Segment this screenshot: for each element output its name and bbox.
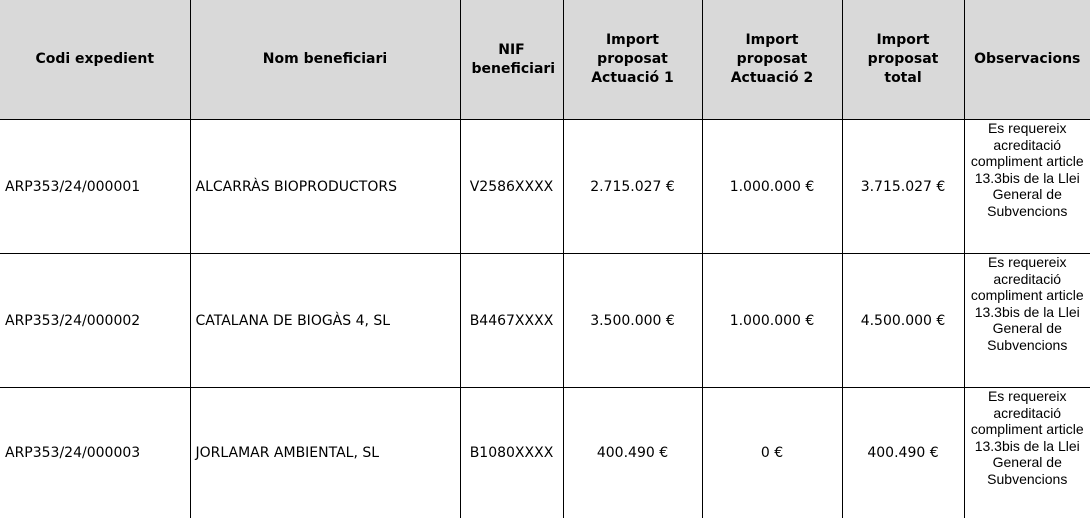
cell-nom-beneficiari: ALCARRÀS BIOPRODUCTORS xyxy=(190,120,460,254)
cell-observacions: Es requereix acreditació compliment article 13.3bis de la Llei General de Subvencions xyxy=(964,254,1090,388)
header-import-actuacio-2: Import proposat Actuació 2 xyxy=(702,0,842,120)
cell-codi-expedient: ARP353/24/000002 xyxy=(0,254,190,388)
cell-nom-beneficiari: JORLAMAR AMBIENTAL, SL xyxy=(190,388,460,519)
header-row xyxy=(0,0,1090,120)
cell-import-actuacio-1: 3.500.000 € xyxy=(563,254,702,388)
table-row xyxy=(0,388,1090,519)
header-observacions: Observacions xyxy=(964,0,1090,120)
cell-import-actuacio-2: 1.000.000 € xyxy=(702,120,842,254)
cell-observacions: Es requereix acreditació compliment article 13.3bis de la Llei General de Subvencions xyxy=(964,120,1090,254)
header-import-actuacio-1: Import proposat Actuació 1 xyxy=(563,0,702,120)
cell-import-total: 3.715.027 € xyxy=(842,120,964,254)
cell-nom-beneficiari: CATALANA DE BIOGÀS 4, SL xyxy=(190,254,460,388)
header-import-total: Import proposat total xyxy=(842,0,964,120)
cell-observacions: Es requereix acreditació compliment article 13.3bis de la Llei General de Subvencions xyxy=(964,388,1090,519)
header-nom-beneficiari: Nom beneficiari xyxy=(190,0,460,120)
header-nif-beneficiari: NIF beneficiari xyxy=(460,0,563,120)
cell-import-actuacio-1: 2.715.027 € xyxy=(563,120,702,254)
cell-nif-beneficiari: V2586XXXX xyxy=(460,120,563,254)
cell-nif-beneficiari: B1080XXXX xyxy=(460,388,563,519)
cell-codi-expedient: ARP353/24/000003 xyxy=(0,388,190,519)
cell-import-total: 4.500.000 € xyxy=(842,254,964,388)
cell-codi-expedient: ARP353/24/000001 xyxy=(0,120,190,254)
table-row xyxy=(0,120,1090,254)
cell-import-total: 400.490 € xyxy=(842,388,964,519)
table-row xyxy=(0,254,1090,388)
cell-nif-beneficiari: B4467XXXX xyxy=(460,254,563,388)
cell-import-actuacio-2: 0 € xyxy=(702,388,842,519)
cell-import-actuacio-1: 400.490 € xyxy=(563,388,702,519)
cell-import-actuacio-2: 1.000.000 € xyxy=(702,254,842,388)
header-codi-expedient: Codi expedient xyxy=(0,0,190,120)
